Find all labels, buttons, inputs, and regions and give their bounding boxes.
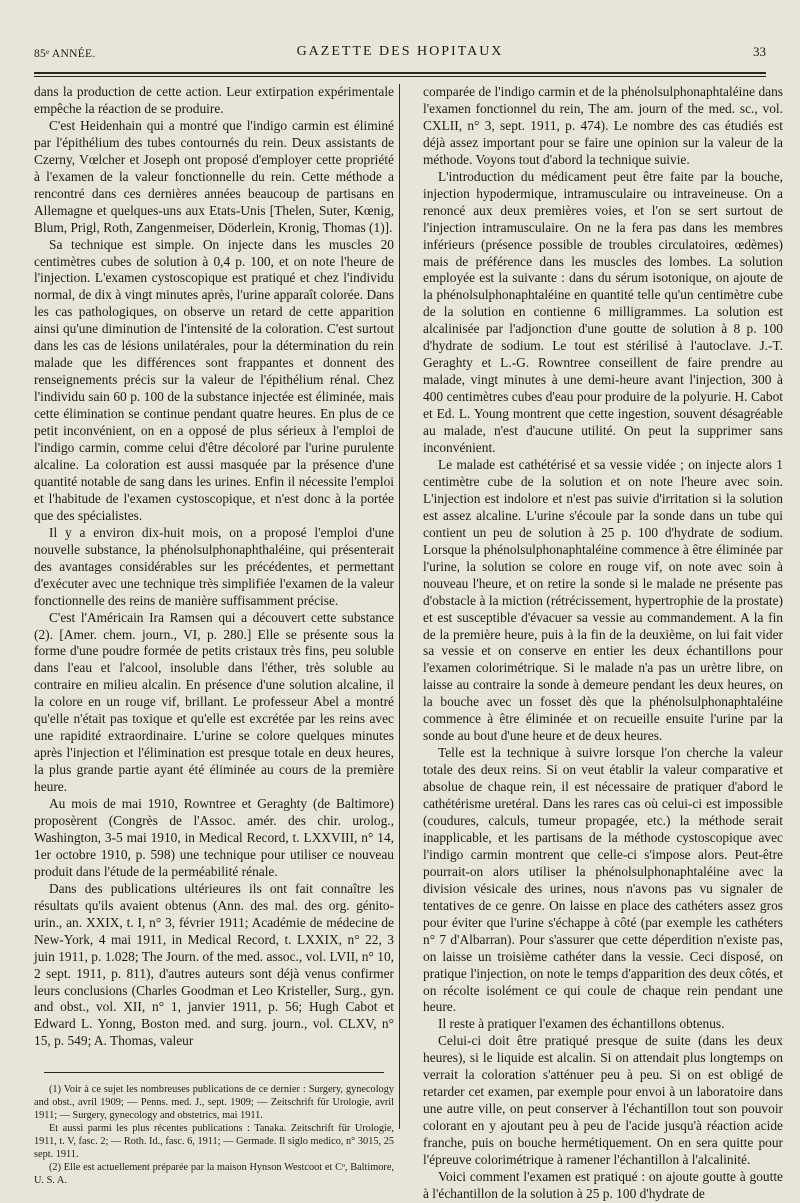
header-rule-thick	[34, 72, 766, 74]
paragraph: C'est l'Américain Ira Ramsen qui a découvert cette substance (2). [Amer. chem. journ., VI, p. 280.] Elle se présente sous la forme d'une poudre formée de petits cristaux très fins, peu soluble dans l'eau et l'alcool, insoluble dans l'éther, très soluble au contraire en milieu alcalin. En présence d'une solution alcaline, il la colore en un rouge vif, brillant. Le professeur Abel a montré qu'elle n'était pas toxique et qu'elle est excrétée par les reins avec une rapidité extraordinaire. L'urine se colore quelques minutes après l'injection et l'élimination est presque totale en deux heures, la plus grande partie ayant été éliminée au cours de la première heure.	[34, 609, 394, 795]
footnote: (2) Elle est actuellement préparée par la maison Hynson Westcoot et Cᵒ, Baltimore, U. S. A.	[34, 1162, 394, 1187]
right-column	[423, 84, 783, 1203]
journal-title: GAZETTE DES HOPITAUX	[296, 44, 504, 59]
header-rule-thin	[34, 76, 766, 77]
paragraph: Au mois de mai 1910, Rowntree et Geraghty (de Baltimore) proposèrent (Congrès de l'Assoc. amér. des chir. urolog., Washington, 3-5 mai 1910, in Medical Record, t. LXXVIII, n° 14, 1er octobre 1910, p. 598) une technique pour utiliser ce nouveau produit dans l'étude de la perméabilité rénale.	[34, 796, 394, 879]
left-column	[34, 84, 394, 1187]
paragraph: Il y a environ dix-huit mois, on a proposé l'emploi d'une nouvelle substance, la phénolsulphonaphthaléine, qui présenterait des avantages considérables sur les précédentes, et permettant d'exécuter avec une technique très simplifiée l'examen de la valeur fonctionnelle des reins de manière suffisamment précise.	[34, 524, 394, 608]
paragraph: Le malade est cathétérisé et sa vessie vidée ; on injecte alors 1 centimètre cube de la solution et on note l'heure avec soin. L'injection est indolore et n'est pas suivie d'irritation si la solution est assez alcaline. L'urine s'écoule par la sonde dans un tube qui contient un peu de solution à 25 p. 100 d'hydrate de sodium. Lorsque la phénolsulphonaphtaléine commence à être éliminée par l'urine, la solution se colore en rouge vif, on note avec soin à nouveau l'heure, et on retire la sonde si le malade ne présente pas d'obstacle à la miction (rétrécissement, hypertrophie de la prostate) et est susceptible d'évacuer sa vessie au commandement. A la fin de la première heure, puis à la fin de la deuxième, on lui fait vider sa vessie et on conserve en entier les deux échantillons pour l'examen colorimétrique. Si le malade n'a pas un urètre libre, on laisse au contraire la sonde à demeure pendant les deux heures, on la bouche avec un fosset dès que la phénolsulphonaphtaléine commence à être éliminée et on recueille ensuite l'urine par la sonde au bout d'une heure et de deux heures.	[423, 456, 783, 744]
page-number: 33	[753, 44, 766, 59]
paragraph: L'introduction du médicament peut être faite par la bouche, injection hypodermique, intramusculaire ou intraveineuse. On a renoncé aux deux premières voies, et l'on se sert surtout de l'injection intramusculaire. On ne la fera pas dans les membres inférieurs (présence possible de troubles circulatoires, œdèmes) mais de préférence dans les muscles des lombes. La solution employée est la suivante : dans du sérum isotonique, on ajoute de la phénolsulphonaphtaléine en quantité telle qu'un centimètre cube de la solution en contienne 6 milligrammes. La solution est alcalinisée par l'adjonction d'une goutte de solution à 8 p. 100 d'hydrate de sodium. Le tout est stérilisé à l'autoclave. J.-T. Geraghty et L.-G. Rowntree conseillent de faire prendre au malade, vingt minutes à une demi-heure avant l'injection, 300 à 400 centimètres cubes d'eau pour produire de la polyurie. H. Cabot et Ed. L. Young montrent que cette ingestion, souvent désagréable au malade, n'est d'aucune utilité. On peut la supprimer sans inconvénient.	[423, 168, 783, 456]
paragraph: comparée de l'indigo carmin et de la phénolsulphonaphtaléine dans l'examen fonctionnel du rein, The am. journ of the med. sc., vol. CXLII, n° 3, sept. 1911, p. 474). Le nombre des cas étudiés est déjà assez important pour se faire une opinion sur la valeur de la méthode. Voyons tout d'abord la technique suivie.	[423, 84, 783, 167]
column-divider	[399, 84, 400, 1129]
edition-label: 85ᵉ ANNÉE.	[34, 48, 96, 60]
paragraph: Celui-ci doit être pratiqué presque de suite (dans les deux heures), si le liquide est alcalin. Si on attendait plus longtemps on verrait la coloration s'atténuer peu à peu. Si on est obligé de retarder cet examen, par exemple pour envoi à un laboratoire dans une autre ville, on peut conserver à l'échantillon tout son pouvoir colorant en y ajoutant peu à peu de l'acide jusqu'à réaction acide franche, puis on bouche hermétiquement. On en sera quitte pour l'épreuve colorimétrique à ramener l'échantillon à l'alcalinité.	[423, 1033, 783, 1168]
footnote: (1) Voir à ce sujet les nombreuses publications de ce dernier : Surgery, gynecology and obst., avril 1909; — Penns. med. J., sept. 1909; — Zeitschrift für Urologie, avril 1911; — Surgery, gynecology and obstetrics, mai 1911.	[34, 1084, 394, 1122]
paragraph: Il reste à pratiquer l'examen des échantillons obtenus.	[438, 1016, 725, 1032]
paragraph: Dans des publications ultérieures ils ont fait connaître les résultats qu'ils avaient obtenus (Ann. des mal. des org. génito-urin., an. XXIX, t. I, n° 3, février 1911; Académie de médecine de New-York, 4 mai 1911, in Medical Record, t. LXXIX, n° 22, 3 juin 1911, p. 1.028; The Journ. of the med. assoc., vol. LVII, n° 10, 2 sept. 1911, p. 811), d'autres auteurs sont déjà venus confirmer leurs conclusions (Charles Goodman et Leo Kristeller, Surg., gyn. and obst., vol. XII, n° 1, janvier 1911, p. 56; Hugh Cabot et Edward L. Yonng, Boston med. and surg. journ., vol. CLXV, n° 15, p. 549; A. Thomas, valeur	[34, 880, 394, 1049]
paragraph: C'est Heidenhain qui a montré que l'indigo carmin est éliminé par l'épithélium des tubes contournés du rein. Deux assistants de Czerny, Vœlcher et Joseph ont proposé d'employer cette propriété à l'examen de la valeur fonctionnelle du rein. Cette méthode a rencontré dans ces dernières années beaucoup de partisans en Allemagne et quelques-uns aux Etats-Unis [Thelen, Suter, Kœnig, Blum, Prigl, Roth, Zangenmeiser, Döderlein, Kronig, Thomas (1)].	[34, 117, 394, 235]
page-header	[34, 44, 766, 68]
footnote: Et aussi parmi les plus récentes publications : Tanaka. Zeitschrift für Urologie, 1911, t. V, fasc. 2; — Roth. Id., fasc. 6, 1911; — Germade. Il siglo medico, n° 3015, 25 sept. 1911.	[34, 1123, 394, 1161]
paragraph: Sa technique est simple. On injecte dans les muscles 20 centimètres cubes de solution à 0,4 p. 100, et on note l'heure de l'injection. L'examen cystoscopique est pratiqué et chez l'individu normal, de dix à vingt minutes après, l'urine apparaît colorée. Dans les cas pathologiques, on observe un retard de cette apparition ainsi qu'une diminution de l'intensité de la coloration. C'est surtout dans les cas de lésions unilatérales, pour la détermination du rein malade que les différences sont frappantes et donnent des renseignements précis sur la valeur de l'épithélium rénal. Chez l'individu sain 60 p. 100 de la substance injectée est éliminée, mais cette élimination se continue pendant quatre heures. En plus de ce petit inconvénient, on en a opposé de plus sérieux à l'emploi de l'indigo carmin, comme celui d'être décoloré par l'urine purulente alcaline. La coloration est aussi masquée par la présence d'une quantité notable de sang dans les urines. Enfin il nécessite l'emploi et l'habitude de l'examen cystoscopique, et n'est donc à la portée que des spécialistes.	[34, 236, 394, 523]
paragraph: Telle est la technique à suivre lorsque l'on cherche la valeur totale des deux reins. Si on veut établir la valeur comparative et absolue de chaque rein, il est nécessaire de pratiquer d'abord le cathétérisme uretéral. Dans les rares cas où celui-ci est impossible (coudures, calculs, tumeur propagée, etc.) la méthode serait inapplicable, et les partisans de la méthode cystoscopique avec l'indigo carmin montrent que celle-ci s'impose alors. Peut-être pourrait-on alors utiliser la phénolsulphonaphtaléine avec la division vésicale des urines, nous n'avons pas vu signaler de tentatives de ce genre. On laisse en place des cathéters assez gros pour éviter que l'urine s'échappe à côté (par exemple les cathéters n° 7 d'Albarran). Pour s'assurer que cette déperdition n'existe pas, on laisse un troisième cathéter dans la vessie. Ceci disposé, on pratique l'injection, on note le temps d'apparition des deux côtés, et on récolte isolément ce qui coule de chaque rein pendant une heure.	[423, 745, 783, 1015]
paragraph: dans la production de cette action. Leur extirpation expérimentale empêche la réaction de se produire.	[34, 84, 394, 116]
paragraph: Voici comment l'examen est pratiqué : on ajoute goutte à goutte à l'échantillon de la solution à 25 p. 100 d'hydrate de	[423, 1169, 783, 1201]
footnote-rule	[44, 1072, 384, 1073]
